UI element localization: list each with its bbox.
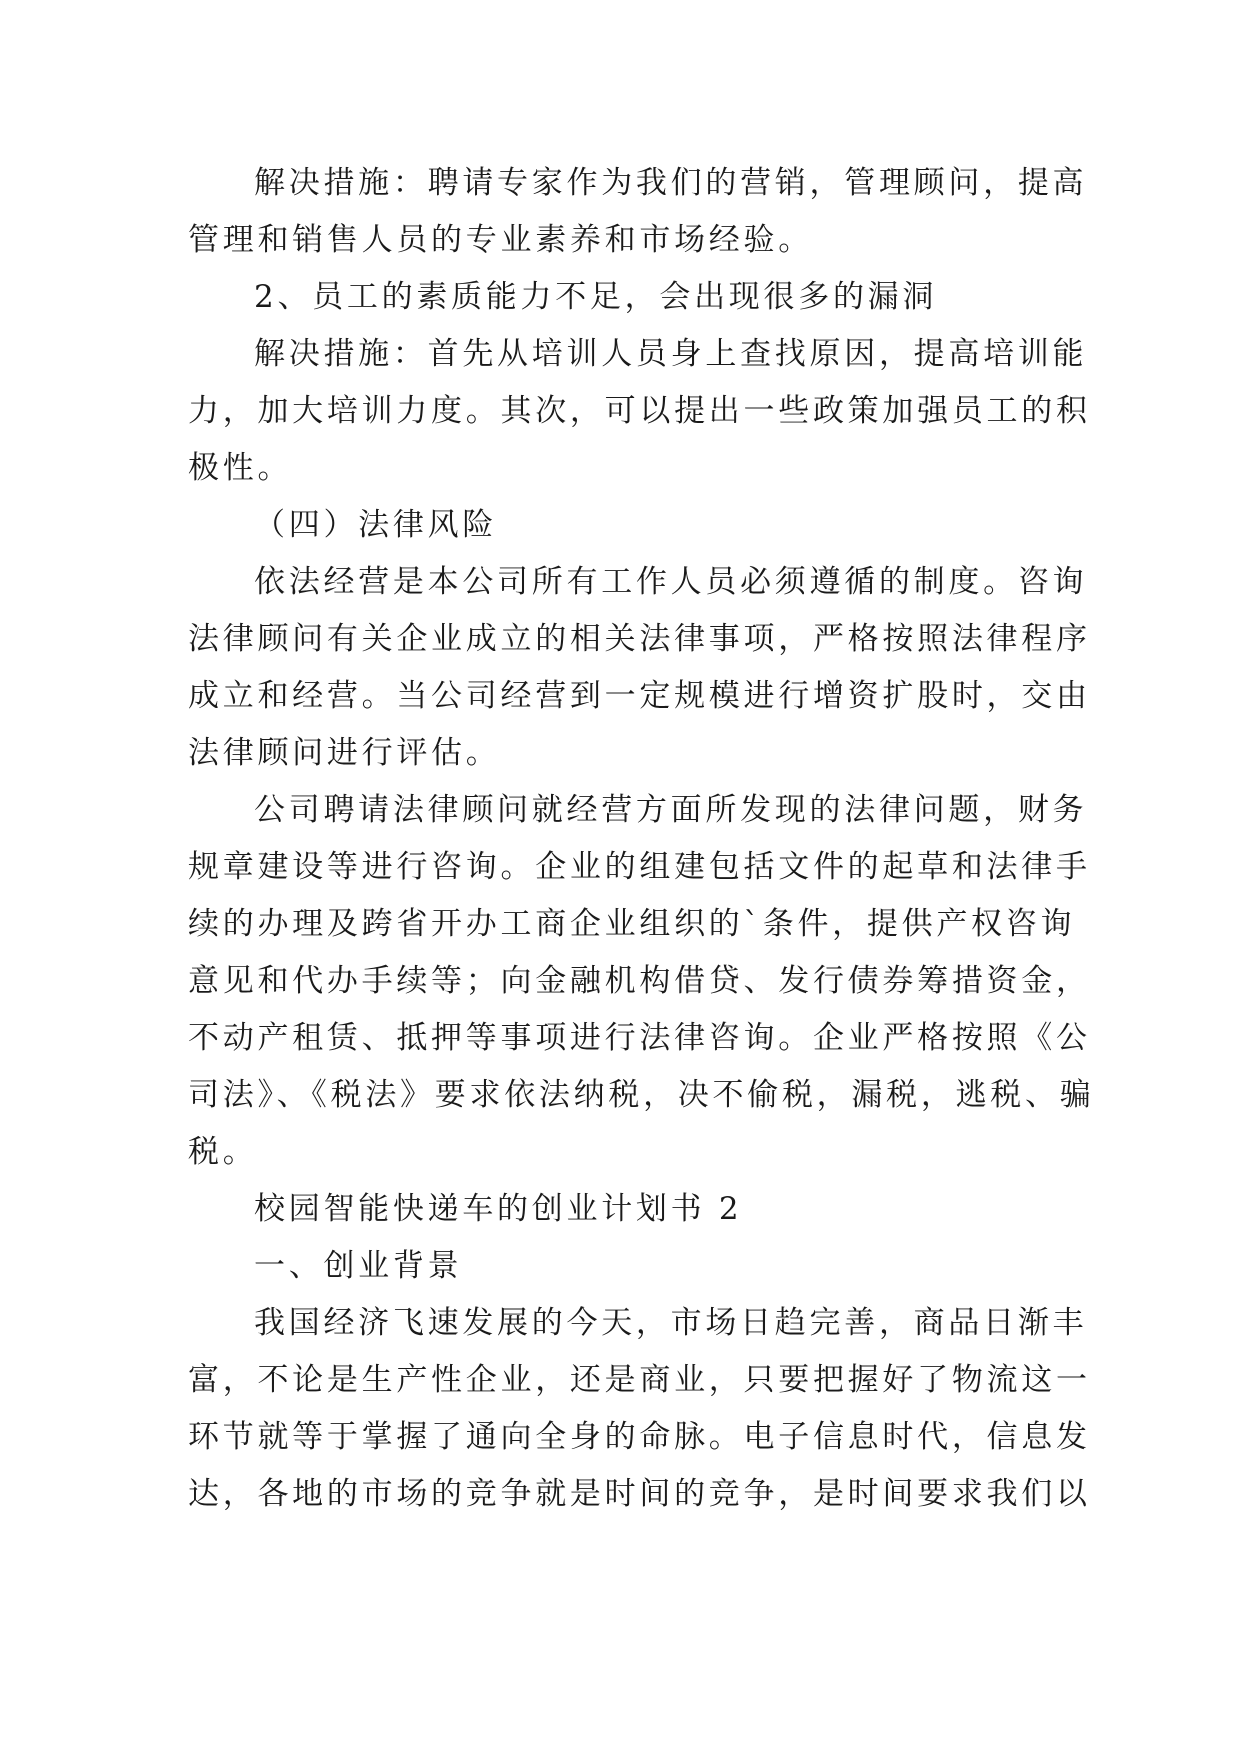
text-line: 富，不论是生产性企业，还是商业，只要把握好了物流这一 [188, 1362, 1091, 1398]
text-line: 解决措施：首先从培训人员身上查找原因，提高培训能 [254, 336, 1088, 372]
text-line: 环节就等于掌握了通向全身的命脉。电子信息时代，信息发 [188, 1419, 1091, 1455]
text-line: 续的办理及跨省开办工商企业组织的`条件，提供产权咨询 [188, 906, 1076, 942]
text-line: 公司聘请法律顾问就经营方面所发现的法律问题，财务 [254, 792, 1088, 828]
text-line: 2、员工的素质能力不足，会出现很多的漏洞 [254, 279, 938, 315]
text-line: 一、创业背景 [254, 1248, 463, 1284]
text-line: 意见和代办手续等；向金融机构借贷、发行债券筹措资金， [188, 963, 1091, 999]
text-line: 成立和经营。当公司经营到一定规模进行增资扩股时，交由 [188, 678, 1091, 714]
text-line: 校园智能快递车的创业计划书 2 [254, 1191, 743, 1227]
document-body [188, 155, 1095, 1523]
text-line: 我国经济飞速发展的今天，市场日趋完善，商品日渐丰 [254, 1305, 1088, 1341]
text-line: 极性。 [188, 450, 293, 486]
text-line: 依法经营是本公司所有工作人员必须遵循的制度。咨询 [254, 564, 1088, 600]
text-line: 力，加大培训力度。其次，可以提出一些政策加强员工的积 [188, 393, 1091, 429]
text-line: 规章建设等进行咨询。企业的组建包括文件的起草和法律手 [188, 849, 1091, 885]
text-line: 解决措施：聘请专家作为我们的营销，管理顾问，提高 [254, 165, 1088, 201]
text-line: （四）法律风险 [254, 507, 498, 543]
text-line: 法律顾问有关企业成立的相关法律事项，严格按照法律程序 [188, 621, 1091, 657]
text-line: 法律顾问进行评估。 [188, 735, 501, 771]
text-line: 税。 [188, 1134, 258, 1170]
text-line: 不动产租赁、抵押等事项进行法律咨询。企业严格按照《公 [188, 1020, 1091, 1056]
text-line: 达，各地的市场的竞争就是时间的竞争，是时间要求我们以 [188, 1476, 1091, 1512]
text-line: 司法》、《税法》要求依法纳税，决不偷税，漏税，逃税、骗 [188, 1077, 1095, 1113]
text-line: 管理和销售人员的专业素养和市场经验。 [188, 222, 813, 258]
